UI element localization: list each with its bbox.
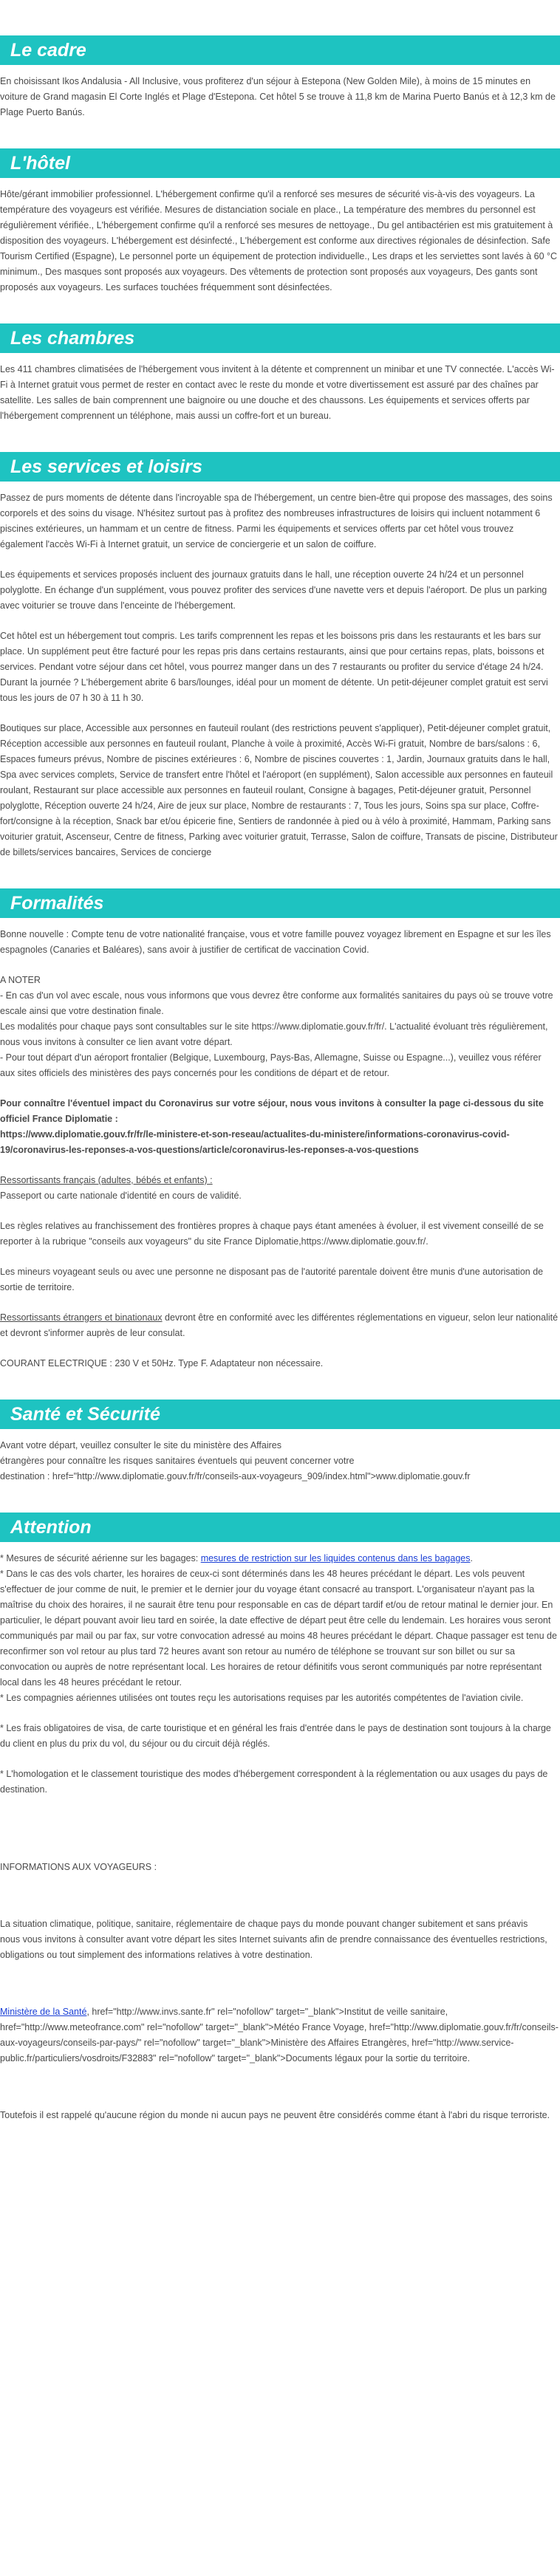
hotel-text: Hôte/gérant immobilier professionnel. L'hébergement confirme qu'il a renforcé ses mesures de sécurité vis-à-vis des voyageurs. La température des voyageurs est vérifiée. Mesures de distanciation sociale en place., La température des membres du personnel est régulièrement vérifiée., L'hébergement confirme qu'il a renforcé ses mesures de nettoyage., Du gel antibactérien est mis gratuitement à disposition des voyageurs. L'hébergement est désinfecté., L'hébergement est conforme aux directives régionales de désinfection. Safe Tourism Certified (Espagne), Le personnel porte un équipement de protection individuelle., Les draps et les serviettes sont lavés à 60 °C minimum., Des masques sont proposés aux voyageurs. Des vêtements de protection sont proposés aux voyageurs, Des gants sont proposés aux voyageurs. Les surfaces touchées fréquemment sont désinfectées. xyxy=(0,189,558,292)
foreign-nationals xyxy=(0,1310,560,1341)
travellers-info xyxy=(0,1916,560,1963)
services-paragraph-2: Les équipements et services proposés incluent des journaux gratuits dans le hall, une réception ouverte 24 h/24 et un personnel polyglotte. En échange d'un supplément, vous pouvez profiter des services d'une navette vers et depuis l'aéroport. De plus un parking avec voiturier se trouve dans l'enceinte de l'hébergement. xyxy=(0,569,547,611)
covid-link[interactable]: https://www.diplomatie.gouv.fr/fr/le-ministere-et-son-reseau/actualites-du-ministere/informations-coronavirus-covid-19/coronavirus-les-reponses-a-vos-questions/article/coronavirus-les-reponses-a-vos-questions xyxy=(0,1129,510,1155)
travellers-info-heading: INFORMATIONS AUX VOYAGEURS : xyxy=(0,1862,157,1872)
note-heading: A NOTER xyxy=(0,975,41,985)
services-paragraph-3: Cet hôtel est un hébergement tout compris. Les tarifs comprennent les repas et les boissons pris dans les restaurants et les bars sur place. Un supplément peut être facturé pour les repas pris dans certains restaurants, ainsi que pour certains repas, plats, boissons et services. Pendant votre séjour dans cet hôtel, vous pourrez manger dans un des 7 restaurants ou profiter du service d'étage 24 h/24. Durant la journée ? L'hébergement abrite 6 bars/lounges, idéal pour un moment de détente. Un petit-déjeuner complet gratuit est servi tous les jours de 07 h 30 à 11 h 30. xyxy=(0,631,548,703)
health-ministry-link[interactable]: Ministère de la Santé xyxy=(0,2007,87,2017)
cadre-text: En choisissant Ikos Andalusia - All Inclusive, vous profiterez d'un séjour à Estepona (New Golden Mile), à moins de 15 minutes en voiture de Grand magasin El Corte Inglés et Plage d'Estepona. Cet hôtel 5 se trouve à 11,8 km de Marina Puerto Banús et à 12,3 km de Plage Puerto Banús. xyxy=(0,76,556,117)
terrorism-text: Toutefois il est rappelé qu'aucune région du monde ni aucun pays ne peuvent être considérés comme étant à l'abri du risque terroriste. xyxy=(0,2110,550,2120)
spacer xyxy=(0,1978,560,2004)
sante-line-2: étrangères pour connaître les risques sanitaires éventuels qui peuvent concerner votre xyxy=(0,1456,355,1466)
section-services xyxy=(0,452,560,860)
services-paragraph-4: Boutiques sur place, Accessible aux personnes en fauteuil roulant (des restrictions peuvent s'appliquer), Petit-déjeuner complet gratuit, Réception accessible aux personnes en fauteuil roulant, Planche à voile à proximité, Accès Wi-Fi gratuit, Nombre de bars/salons : 6, Espaces fumeurs prévus, Nombre de piscines extérieures : 6, Nombre de piscines couvertes : 1, Jardin, Journaux gratuits dans le hall, Spa avec services complets, Service de transfert entre l'hôtel et l'aéroport (en supplément), Salon accessible aux personnes en fauteuil roulant, Restaurant sur place accessible aux personnes en fauteuil roulant, Consigne à bagages, Petit-déjeuner gratuit, Personnel polyglotte, Réception ouverte 24 h/24, Aire de jeux sur place, Nombre de restaurants : 7, Tous les jours, Soins spa sur place, Coffre-fort/consigne à la réception, Snack bar et/ou épicerie fine, Sentiers de randonnée à pied ou à vélo à proximité, Hammam, Parking sans voiturier gratuit, Ascenseur, Centre de fitness, Parking avec voiturier gratuit, Terrasse, Salon de coiffure, Transats de piscine, Distributeur de billets/services bancaires, Services de concierge xyxy=(0,723,558,857)
foreign-nationals-heading: Ressortissants étrangers et binationaux xyxy=(0,1312,163,1323)
homologation-text: * L'homologation et le classement touristique des modes d'hébergement correspondent à la réglementation ou aux usages du pays de destination. xyxy=(0,1769,548,1795)
borders-text: Les règles relatives au franchissement des frontières propres à chaque pays étant amenées à évoluer, il est vivement conseillé de se reporter à la rubrique "conseils aux voyageurs" du site France Diplomatie,https://www.diplomatie.gouv.fr/. xyxy=(0,1221,544,1247)
section-cadre xyxy=(0,35,560,120)
section-title-attention: Attention xyxy=(0,1513,560,1542)
charter-flights-text: * Dans le cas des vols charter, les horaires de ceux-ci sont déterminés dans les 48 heures précédant le départ. Les vols peuvent s'effectuer de jour comme de nuit, le premier et le dernier jour du voyage étant consacré au transport. L'organisateur n'ayant pas la maîtrise du choix des horaires, il ne saurait être tenu pour responsable en cas de départ tardif et/ou de retour matinal le dernier jour. En particulier, le départ pouvant avoir lieu tard en soirée, la date effective de départ peut être celle du lendemain. Les horaires vous seront communiqués par mail ou par fax, sur votre convocation adressé au moins 48 heures précédant le départ. Chaque passager est tenu de reconfirmer son vol retour au plus tard 72 heures avant son retour au numéro de téléphone se trouvant sur son billet ou sur sa convocation ou auprès de notre représentant local. Les horaires de retour définitifs vous seront communiqués par notre représentant local dans les 48 heures précédant le retour. xyxy=(0,1569,557,1688)
section-title-sante: Santé et Sécurité xyxy=(0,1400,560,1429)
minors-text: Les mineurs voyageant seuls ou avec une personne ne disposant pas de l'autorité parentale doivent être munis d'une autorisation de sortie de territoire. xyxy=(0,1267,544,1292)
note-item-border-airport: - Pour tout départ d'un aéroport frontalier (Belgique, Luxembourg, Pays-Bas, Allemagne, Suisse ou Espagne...), veuillez vous référer aux sites officiels des ministères des pays concernés pour les conditions de départ et de retour. xyxy=(0,1052,542,1078)
spacer xyxy=(0,2081,560,2108)
spacer xyxy=(0,1890,560,1916)
useful-links-rest: , href="http://www.invs.sante.fr" rel="nofollow" target="_blank">Institut de veille sanitaire, href="http://www.meteofrance.com" rel="nofollow" target="_blank">Météo France Voyage, href="http://www.diplomatie.gouv.fr/fr/conseils-aux-voyageurs/conseils-par-pays/" rel="nofollow" target="_blank">Ministère des Affaires Etrangères, href="http://www.service-public.fr/particuliers/vosdroits/F32883" rel="nofollow" target="_blank">Documents légaux pour la sortie du territoire. xyxy=(0,2007,559,2063)
useful-links xyxy=(0,2004,560,2066)
sante-line-1: Avant votre départ, veuillez consulter le site du ministère des Affaires xyxy=(0,1440,281,1450)
french-nationals-text: Passeport ou carte nationale d'identité en cours de validité. xyxy=(0,1191,242,1201)
electric-current: COURANT ELECTRIQUE : 230 V et 50Hz. Type F. Adaptateur non nécessaire. xyxy=(0,1358,324,1368)
section-title-hotel: L'hôtel xyxy=(0,148,560,178)
chambres-text: Les 411 chambres climatisées de l'hébergement vous invitent à la détente et comprennent un minibar et une TV connectée. L'accès Wi-Fi à Internet gratuit vous permet de rester en contact avec le reste du monde et votre divertissement est assuré par des chaînes par satellite. Les salles de bain comprennent une baignoire ou une douche et des chaussons. Les équipements et services offerts par l'hébergement comprennent un téléphone, mais aussi un coffre-fort et un bureau. xyxy=(0,364,555,421)
french-nationals xyxy=(0,1173,560,1204)
formalites-note xyxy=(0,973,560,1081)
section-formalites xyxy=(0,888,560,1371)
spacer xyxy=(0,1812,560,1860)
formalites-intro: Bonne nouvelle : Compte tenu de votre nationalité française, vous et votre famille pouvez voyagez librement en Espagne et sur les îles espagnoles (Canaries et Baléares), sans avoir à justifier de certificat de vaccination Covid. xyxy=(0,929,551,955)
services-paragraph-1: Passez de purs moments de détente dans l'incroyable spa de l'hébergement, un centre bien-être qui propose des massages, des soins corporels et des soins du visage. N'hésitez surtout pas à profitez des nombreuses infrastructures de loisirs qui incluent notamment 6 piscines extérieures, un hammam et un centre de fitness. Parmi les équipements et services offerts par cet hôtel vous trouvez également l'accès Wi-Fi à Internet gratuit, un service de conciergerie et un salon de coiffure. xyxy=(0,493,553,549)
mandatory-fees: * Les frais obligatoires de visa, de carte touristique et en général les frais d'entrée dans le pays de destination sont toujours à la charge du client en plus du prix du vol, du séjour ou du circuit déjà réglés. xyxy=(0,1723,551,1749)
baggage-measures xyxy=(0,1551,560,1566)
section-chambres xyxy=(0,323,560,424)
baggage-prefix: * Mesures de sécurité aérienne sur les bagages: xyxy=(0,1553,201,1563)
section-hotel xyxy=(0,148,560,295)
sante-line-3: destination : href="http://www.diplomatie.gouv.fr/fr/conseils-aux-voyageurs_909/index.html">www.diplomatie.gouv.fr xyxy=(0,1471,471,1481)
baggage-suffix: . xyxy=(470,1553,473,1563)
travellers-info-1: La situation climatique, politique, sanitaire, réglementaire de chaque pays du monde pouvant changer subitement et sans préavis xyxy=(0,1919,528,1929)
sante-text xyxy=(0,1438,560,1484)
section-attention xyxy=(0,1513,560,2123)
section-title-cadre: Le cadre xyxy=(0,35,560,65)
travellers-info-2: nous vous invitons à consulter avant votre départ les sites Internet suivants afin de prendre connaissance des éventuelles restrictions, obligations ou tout simplement des informations relatives à votre destination. xyxy=(0,1934,547,1960)
french-nationals-heading: Ressortissants français (adultes, bébés et enfants) : xyxy=(0,1175,213,1185)
attention-baggage-charter xyxy=(0,1551,560,1706)
airlines-authorizations: * Les compagnies aériennes utilisées ont toutes reçu les autorisations requises par les autorités compétentes de l'aviation civile. xyxy=(0,1693,524,1703)
section-title-chambres: Les chambres xyxy=(0,323,560,353)
liquids-restriction-link[interactable]: mesures de restriction sur les liquides contenus dans les bagages xyxy=(200,1553,471,1563)
section-title-formalites: Formalités xyxy=(0,888,560,918)
covid-heading: Pour connaître l'éventuel impact du Coronavirus sur votre séjour, nous vous invitons à consulter la page ci-dessous du site officiel France Diplomatie : xyxy=(0,1098,544,1124)
note-item-modalities: Les modalités pour chaque pays sont consultables sur le site https://www.diplomatie.gouv.fr/fr/. L'actualité évoluant très régulièrement, nous vous invitons à consulter ce lien avant votre départ. xyxy=(0,1021,548,1047)
covid-block xyxy=(0,1096,560,1158)
section-sante xyxy=(0,1400,560,1484)
note-item-stopover: - En cas d'un vol avec escale, nous vous informons que vous devrez être conforme aux formalités sanitaires du pays où se trouve votre escale ainsi que votre destination finale. xyxy=(0,990,553,1016)
section-title-services: Les services et loisirs xyxy=(0,452,560,482)
foreign-nationals-text: devront être en conformité avec les différentes réglementations en vigueur, selon leur nationalité et devront s'informer auprès de leur consulat. xyxy=(0,1312,559,1338)
